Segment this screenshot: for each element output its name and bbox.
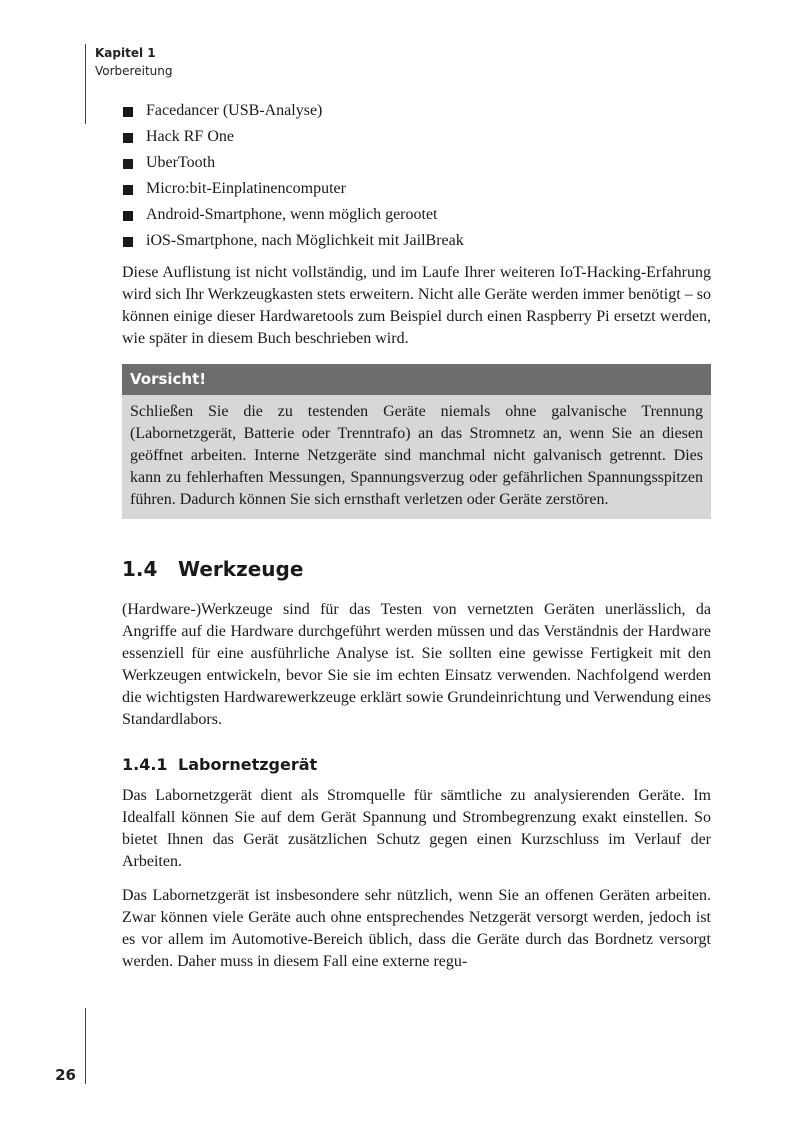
bullet-square-icon bbox=[123, 107, 133, 117]
bullet-square-icon bbox=[123, 237, 133, 247]
warning-box bbox=[122, 364, 711, 519]
list-item: Micro:bit-Einplatinencomputer bbox=[122, 176, 711, 202]
list-item: iOS-Smartphone, nach Möglichkeit mit JailBreak bbox=[122, 228, 711, 254]
subsection-title: Labornetzgerät bbox=[178, 755, 318, 774]
list-item: Facedancer (USB-Analyse) bbox=[122, 98, 711, 124]
tool-list bbox=[122, 98, 711, 254]
intro-paragraph: Diese Auflistung ist nicht vollständig, und im Laufe Ihrer weiteren IoT-Hacking-Erfahrung wird sich Ihr Werkzeugkasten stets erweitern. Nicht alle Geräte werden immer benötigt – so können einige dieser Hardwaretools zum Beispiel durch einen Raspberry Pi ersetzt werden, wie später in diesem Buch beschrieben wird. bbox=[122, 264, 711, 347]
chapter-title: Vorbereitung bbox=[95, 64, 173, 78]
page-number: 26 bbox=[55, 1066, 76, 1084]
section-number: 1.4 bbox=[122, 557, 158, 581]
bullet-square-icon bbox=[123, 133, 133, 143]
header-rule bbox=[85, 44, 86, 124]
running-head bbox=[95, 44, 172, 80]
chapter-label: Kapitel 1 bbox=[95, 46, 156, 60]
subsection-paragraph: Das Labornetzgerät dient als Stromquelle für sämtliche zu analysierenden Geräte. Im Idealfall können Sie auf dem Gerät Spannung und Strombegrenzung exakt einstellen. So bietet Ihnen das Gerät zusätzlichen Schutz gegen einen Kurzschluss im Verlauf der Arbeiten. bbox=[122, 787, 711, 870]
list-item: Android-Smartphone, wenn möglich gerootet bbox=[122, 202, 711, 228]
section-title: Werkzeuge bbox=[178, 557, 304, 581]
subsection-number: 1.4.1 bbox=[122, 755, 168, 774]
list-item: UberTooth bbox=[122, 150, 711, 176]
page-content bbox=[122, 98, 711, 973]
section-heading bbox=[122, 555, 711, 583]
list-item: Hack RF One bbox=[122, 124, 711, 150]
subsection-paragraph: Das Labornetzgerät ist insbesondere sehr nützlich, wenn Sie an offenen Geräten arbeiten. Zwar können viele Geräte auch ohne entsprechendes Netzgerät versorgt werden, jedoch ist es vor allem im Automotive-Bereich üblich, dass die Geräte durch das Bordnetz versorgt werden. Daher muss in diesem Fall eine externe regu- bbox=[122, 887, 711, 970]
bullet-square-icon bbox=[123, 185, 133, 195]
warning-text: Schließen Sie die zu testenden Geräte niemals ohne galvanische Trennung (Labornetzgerät, Batterie oder Trenntrafo) an das Stromnetz an, wenn Sie an diesen geöffnet arbeiten. Interne Netzgeräte sind manchmal nicht galvanisch getrennt. Dies kann zu fehlerhaften Messungen, Spannungsverzug oder gefährlichen Spannungsspitzen führen. Dadurch können Sie sich ernsthaft verletzen oder Geräte zerstören. bbox=[130, 403, 703, 508]
section-paragraph: (Hardware-)Werkzeuge sind für das Testen von vernetzten Geräten unerlässlich, da Angriffe auf die Hardware durchgeführt werden müssen und das Verständnis der Hardware essenziell für eine ausführliche Analyse ist. Sie sollten eine gewisse Fertigkeit mit den Werkzeugen entwickeln, bevor Sie sie im echten Einsatz verwenden. Nachfolgend werden die wichtigsten Hardwarewerkzeuge erklärt sowie Grundeinrichtung und Verwendung eines Standardlabors. bbox=[122, 601, 711, 728]
warning-title: Vorsicht! bbox=[122, 364, 711, 395]
subsection-heading bbox=[122, 753, 711, 777]
bullet-square-icon bbox=[123, 159, 133, 169]
bullet-square-icon bbox=[123, 211, 133, 221]
footer-rule bbox=[85, 1008, 86, 1084]
